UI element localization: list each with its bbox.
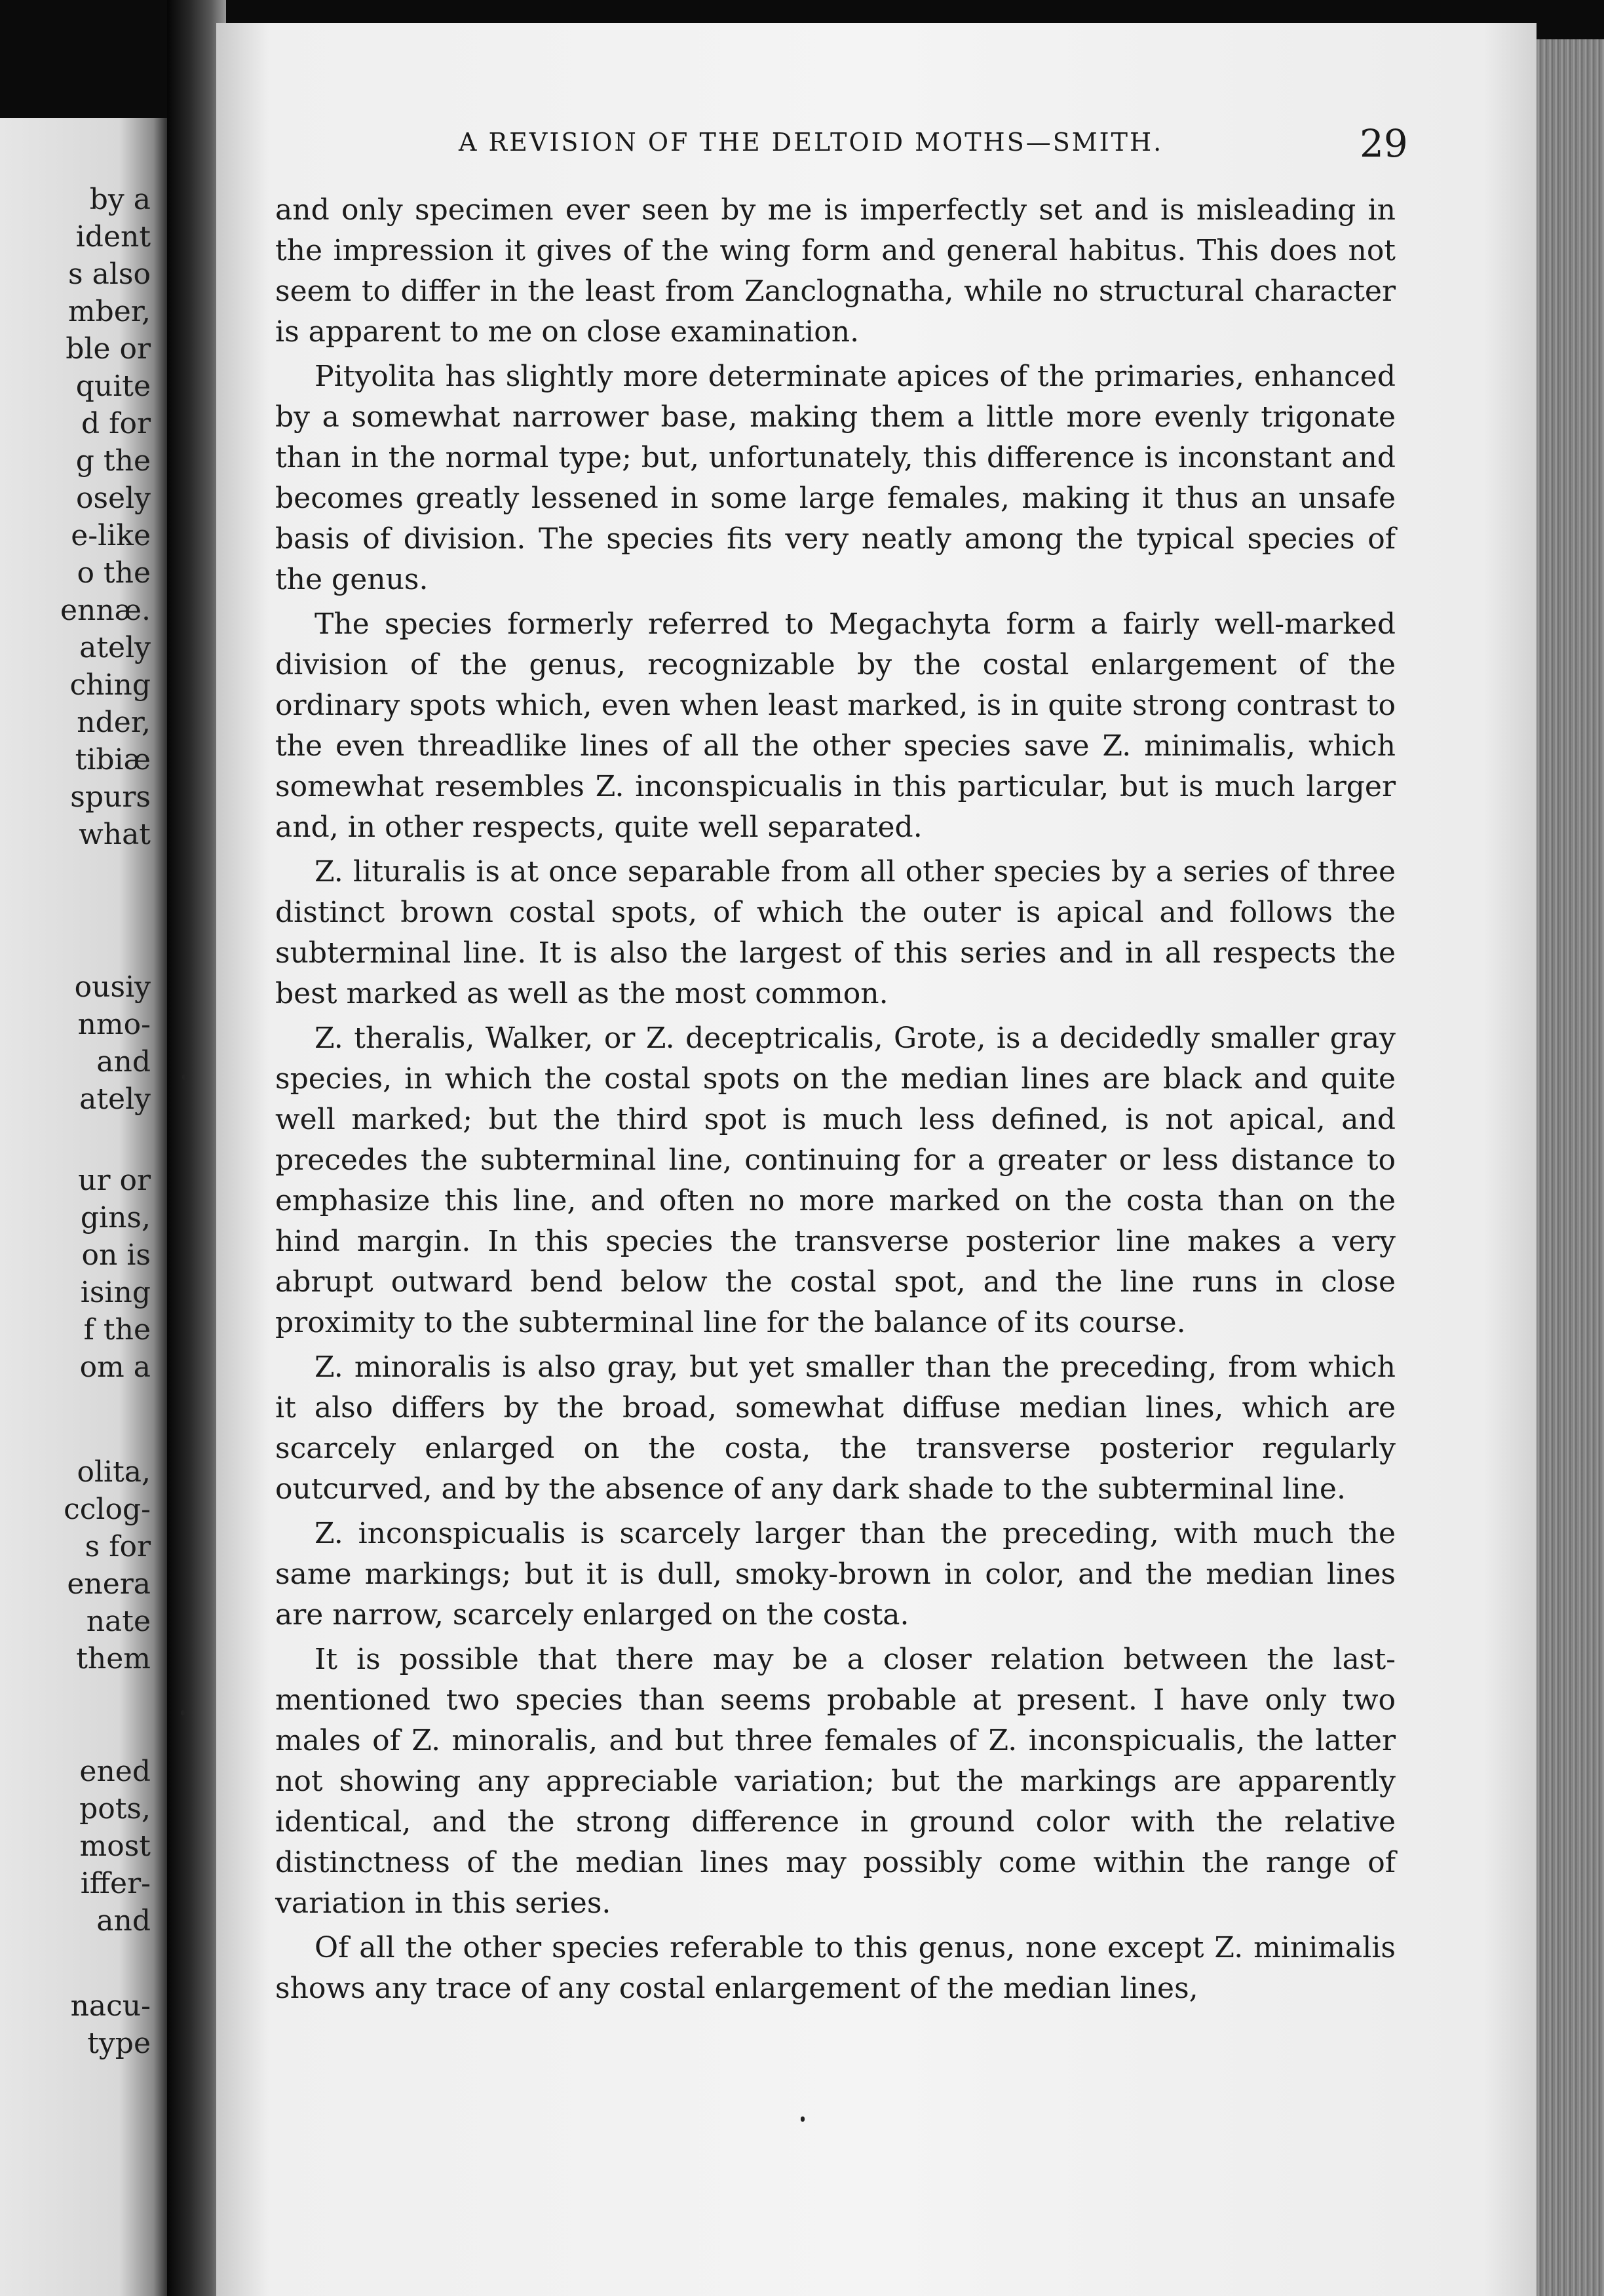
left-line-fragment: on is (81, 1238, 151, 1272)
paragraph: Z. theralis, Walker, or Z. deceptricalis, Grote, is a decidedly smaller gray species, in which the costal spots on the median lines are black and quite well marked; but the third spot is much less defined, is not apical, and precedes the subterminal line, continuing for a greater or less distance to emphasize this line, and often no more marked on the costa than on the hind margin. In this species the transverse posterior line makes a very abrupt outward bend below the costal spot, and the line runs in close proximity to the subterminal line for the balance of its course. (275, 1022, 1396, 1339)
paragraph: Z. lituralis is at once separable from all other species by a series of three distinct brown costal spots, of which the outer is apical and follows the subterminal line. It is also the largest of this series and in all respects the best marked as well as the most common. (275, 855, 1396, 1010)
print-speck (801, 2116, 805, 2122)
paragraph: and only specimen ever seen by me is imperfectly set and is misleading in the impression it gives of the wing form and general habitus. This does not seem to differ in the least from Zanclognatha, while no structural character is apparent to me on close examination. (275, 193, 1396, 349)
left-line-fragment: s for (85, 1530, 151, 1563)
left-line-fragment: nacu- (70, 1989, 151, 2023)
left-line-fragment: olita, (77, 1455, 151, 1489)
left-line-fragment: nmo- (77, 1008, 151, 1041)
left-line-fragment: by a (89, 183, 151, 216)
left-line-fragment: nder, (77, 706, 151, 739)
print-speck (182, 1075, 186, 1080)
left-line-fragment: most (79, 1829, 151, 1863)
paragraph: Z. minoralis is also gray, but yet smaller than the preceding, from which it also differs by the broad, somewhat diffuse median lines, which are scarcely enlarged on the costa, the transverse posterior regularly outcurved, and by the absence of any dark shade to the subterminal line. (275, 1350, 1396, 1506)
left-line-fragment: ble or (66, 332, 151, 366)
left-line-fragment: e-like (71, 519, 151, 552)
left-line-fragment: ately (79, 631, 151, 664)
paragraph: The species formerly referred to Megachyta form a fairly well-marked division of the genus, recognizable by the costal enlargement of the ordinary spots which, even when least marked, is in quite strong contrast to the even threadlike lines of all the other species save Z. minimalis, which somewhat resembles Z. inconspicualis in this particular, but is much larger and, in other respects, quite well separated. (275, 607, 1396, 844)
body-text (275, 190, 1396, 2013)
left-line-fragment: g the (75, 444, 151, 478)
left-line-fragment: om a (79, 1350, 151, 1384)
paragraph: Z. inconspicualis is scarcely larger than the preceding, with much the same markings; but it is dull, smoky-brown in color, and the median lines are narrow, scarcely enlarged on the costa. (275, 1517, 1396, 1632)
left-line-fragment: ching (69, 668, 151, 702)
left-line-fragment: gins, (80, 1201, 151, 1234)
left-line-fragment: ately (79, 1082, 151, 1116)
print-speck (181, 1710, 185, 1715)
left-line-fragment: s also (68, 258, 151, 291)
left-line-fragment: nate (86, 1605, 151, 1638)
paragraph: Pityolita has slightly more determinate apices of the primaries, enhanced by a somewhat narrower base, making them a little more evenly trigonate than in the normal type; but, unfortunately, this difference is inconstant and becomes greatly lessened in some large females, making it thus an unsafe basis of division. The species fits very neatly among the typical species of the genus. (275, 360, 1396, 596)
left-line-fragment: pots, (79, 1792, 151, 1826)
paragraph: It is possible that there may be a closer relation between the last-mentioned two species than seems probable at present. I have only two males of Z. minoralis, and but three females of Z. inconspicualis, the latter not showing any appreciable variation; but the markings are apparently identical, and the strong difference in ground color with the relative distinctness of the median lines may possibly come within the range of variation in this series. (275, 1643, 1396, 1920)
left-line-fragment: cclog- (64, 1493, 151, 1526)
left-line-fragment: what (79, 818, 151, 851)
paragraph: Of all the other species referable to this genus, none except Z. minimalis shows any trace of any costal enlargement of the median lines, (275, 1931, 1396, 2005)
left-line-fragment: ousiy (74, 970, 151, 1004)
page-number: 29 (1360, 121, 1408, 166)
left-line-fragment: enera (67, 1567, 151, 1601)
running-header: A REVISION OF THE DELTOID MOTHS—SMITH. (459, 128, 1164, 157)
left-facing-page (0, 118, 170, 2296)
left-line-fragment: and (96, 1045, 151, 1079)
page-edge-strip (1537, 39, 1604, 2296)
left-line-fragment: osely (75, 482, 151, 515)
left-line-fragment: mber, (67, 295, 151, 328)
left-line-fragment: tibiæ (75, 743, 151, 776)
left-line-fragment: type (87, 2027, 151, 2060)
left-line-fragment: o the (77, 556, 151, 590)
left-line-fragment: f the (83, 1313, 151, 1347)
left-line-fragment: spurs (70, 780, 151, 814)
left-line-fragment: ising (80, 1276, 151, 1309)
left-line-fragment: quite (75, 370, 151, 403)
left-line-fragment: ur or (78, 1164, 151, 1197)
left-line-fragment: ened (79, 1755, 151, 1788)
left-line-fragment: d for (81, 407, 151, 440)
left-line-fragment: them (76, 1642, 151, 1675)
left-line-fragment: ennæ. (60, 594, 151, 627)
left-line-fragment: iffer- (80, 1867, 151, 1900)
left-line-fragment: ident (75, 220, 151, 254)
left-line-fragment: and (96, 1904, 151, 1938)
